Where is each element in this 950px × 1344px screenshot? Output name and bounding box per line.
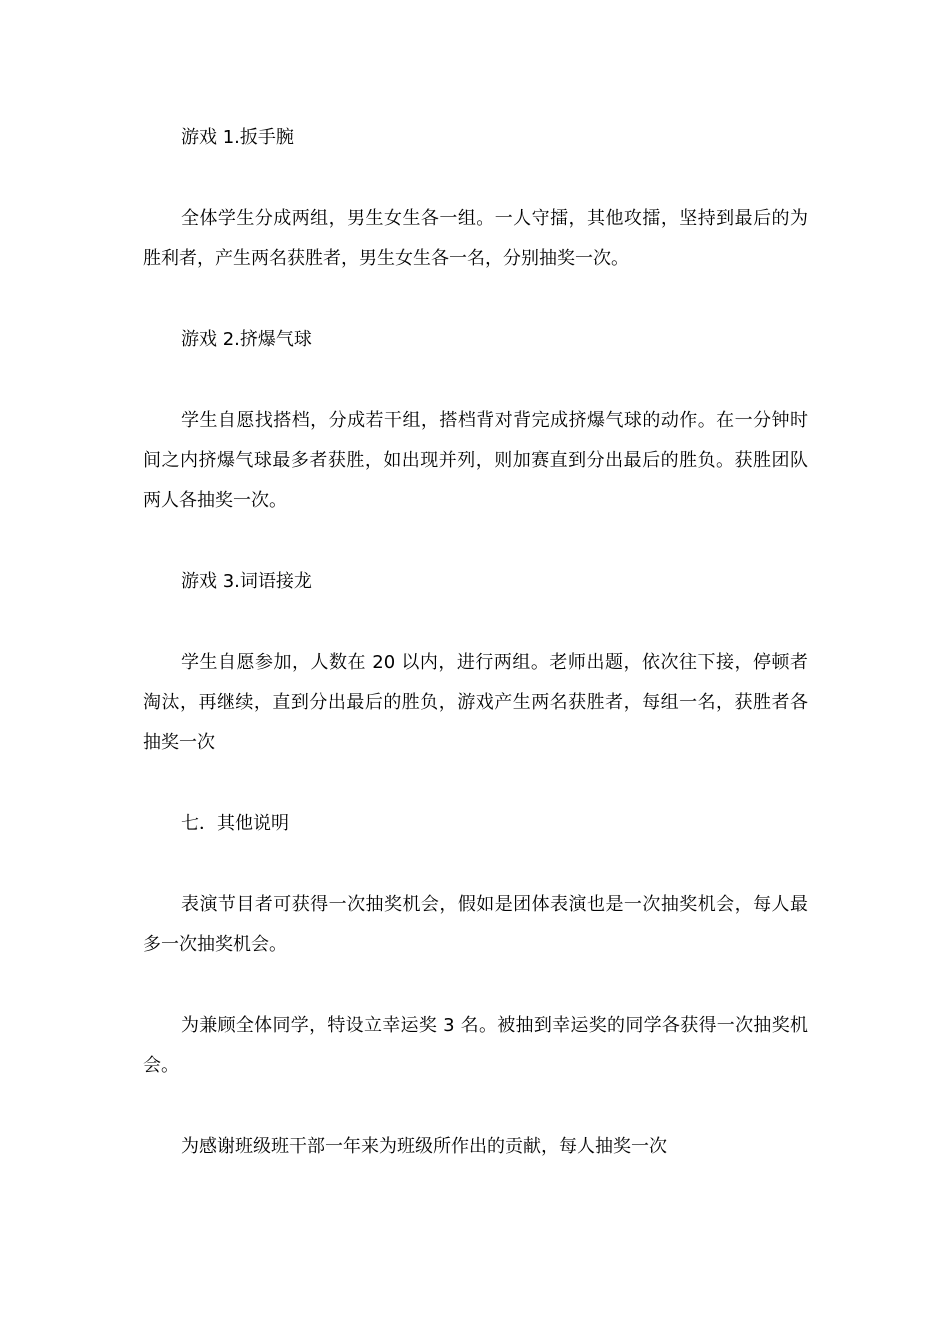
paragraph-class-leaders: 为感谢班级班干部一年来为班级所作出的贡献，每人抽奖一次 <box>181 1136 667 1157</box>
paragraph-lucky-award: 为兼顾全体同学，特设立幸运奖 3 名。被抽到幸运奖的同学各获得一次抽奖机会。 <box>143 1015 808 1076</box>
paragraph-game-1-rules: 全体学生分成两组，男生女生各一组。一人守擂，其他攻擂，坚持到最后的为胜利者，产生两名获胜者，男生女生各一名，分别抽奖一次。 <box>143 208 808 269</box>
heading-section-7: 七．其他说明 <box>181 813 289 834</box>
paragraph-game-2-rules: 学生自愿找搭档，分成若干组，搭档背对背完成挤爆气球的动作。在一分钟时间之内挤爆气球最多者获胜，如出现并列，则加赛直到分出最后的胜负。获胜团队两人各抽奖一次。 <box>143 410 808 511</box>
heading-game-2: 游戏 2.挤爆气球 <box>181 329 312 350</box>
document-body <box>143 118 808 1167</box>
heading-game-1: 游戏 1.扳手腕 <box>181 127 294 148</box>
paragraph-performance-lottery: 表演节目者可获得一次抽奖机会，假如是团体表演也是一次抽奖机会，每人最多一次抽奖机会。 <box>143 894 808 955</box>
paragraph-game-3-rules: 学生自愿参加，人数在 20 以内，进行两组。老师出题，依次往下接，停顿者淘汰，再继续，直到分出最后的胜负，游戏产生两名获胜者，每组一名，获胜者各抽奖一次 <box>143 652 808 753</box>
heading-game-3: 游戏 3.词语接龙 <box>181 571 312 592</box>
